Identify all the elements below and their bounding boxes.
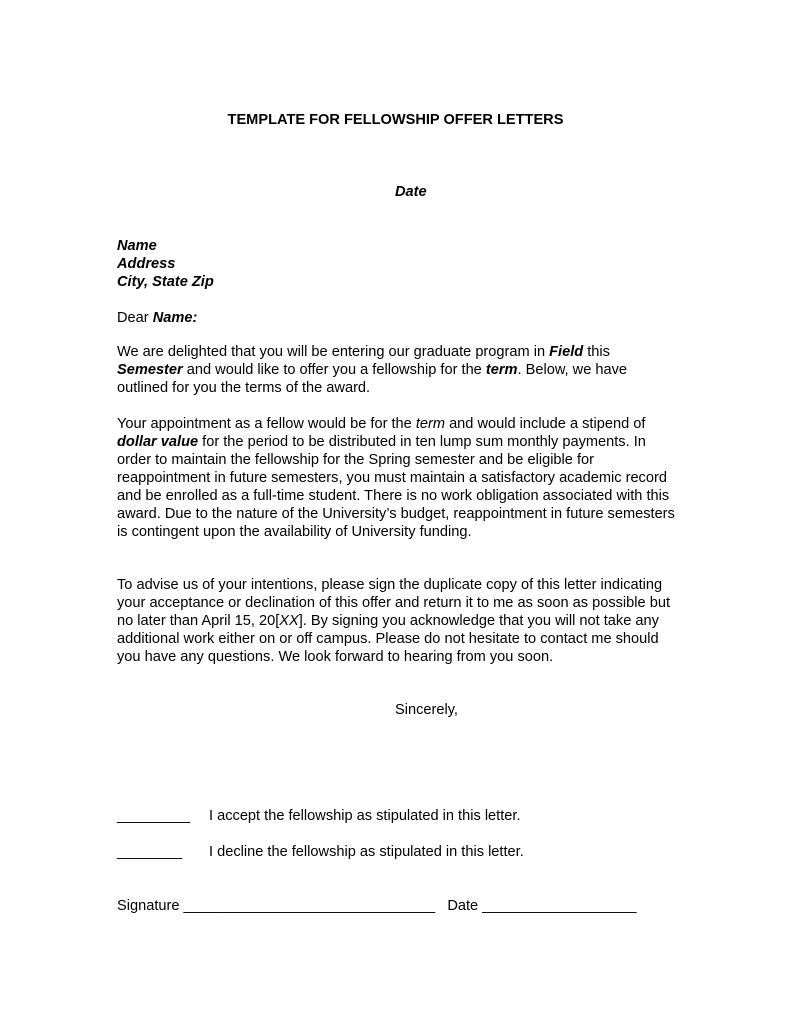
paragraph-text: and would include a stipend of	[445, 416, 646, 432]
paragraph-text: for the period to be distributed in ten lump sum monthly payments. In order to maintain the fellowship for the Spring semester and be eligible for reappointment in future semesters, you must maintain a satisfactory academic record and be enrolled as a full-time student. There is no work obligation associated with this award. Due to the nature of the University’s budget, reappointment in future semesters is contingent upon the availability of University funding.	[117, 434, 675, 540]
recipient-city: City, State Zip	[117, 274, 214, 290]
field-placeholder: Field	[549, 344, 584, 360]
paragraph-text: To advise us of your intentions, please sign the duplicate copy of this letter indicating your acceptance or declination of this offer and return it to me as soon as possible but no later than April 15, 20[	[117, 577, 670, 629]
accept-text: I accept the fellowship as stipulated in this letter.	[209, 808, 521, 824]
closing: Sincerely,	[395, 702, 458, 718]
signature-row	[117, 898, 636, 914]
date-label: Date	[447, 898, 479, 914]
page-title: TEMPLATE FOR FELLOWSHIP OFFER LETTERS	[227, 112, 564, 128]
decline-line	[117, 844, 524, 860]
semester-placeholder: Semester	[117, 362, 183, 378]
recipient-name: Name	[117, 238, 157, 254]
date-placeholder: Date	[395, 184, 427, 200]
paragraph-appointment	[117, 415, 677, 541]
salutation	[117, 309, 677, 327]
paragraph-text: We are delighted that you will be entering our graduate program in	[117, 344, 550, 360]
paragraph-intro	[117, 343, 677, 397]
accept-line	[117, 808, 521, 824]
paragraph-text: and would like to offer you a fellowship for the	[182, 362, 486, 378]
decline-text: I decline the fellowship as stipulated in this letter.	[209, 844, 524, 860]
accept-blank[interactable]: _________	[117, 808, 191, 824]
paragraph-text: this	[583, 344, 610, 360]
recipient-address	[117, 237, 677, 291]
signature-blank[interactable]: _______________________________	[183, 898, 436, 914]
salutation-name: Name:	[152, 310, 198, 326]
term-placeholder: term	[485, 362, 518, 378]
paragraph-text: Your appointment as a fellow would be for the	[117, 416, 416, 432]
signature-label: Signature	[117, 898, 180, 914]
dollar-placeholder: dollar value	[117, 434, 199, 450]
year-placeholder: XX	[279, 613, 299, 629]
date-blank[interactable]: ___________________	[482, 898, 637, 914]
paragraph-text: . Below, we have outlined for you the terms of the award.	[117, 362, 628, 396]
term-placeholder: term	[415, 416, 446, 432]
recipient-street: Address	[117, 256, 176, 272]
paragraph-text: ]. By signing you acknowledge that you will not take any additional work either on or off campus. Please do not hesitate to contact me should you have any questions. We look forward to hearing from you soon.	[117, 613, 659, 665]
paragraph-intentions	[117, 576, 677, 666]
decline-blank[interactable]: ________	[117, 844, 182, 860]
salutation-dear: Dear	[117, 310, 149, 326]
